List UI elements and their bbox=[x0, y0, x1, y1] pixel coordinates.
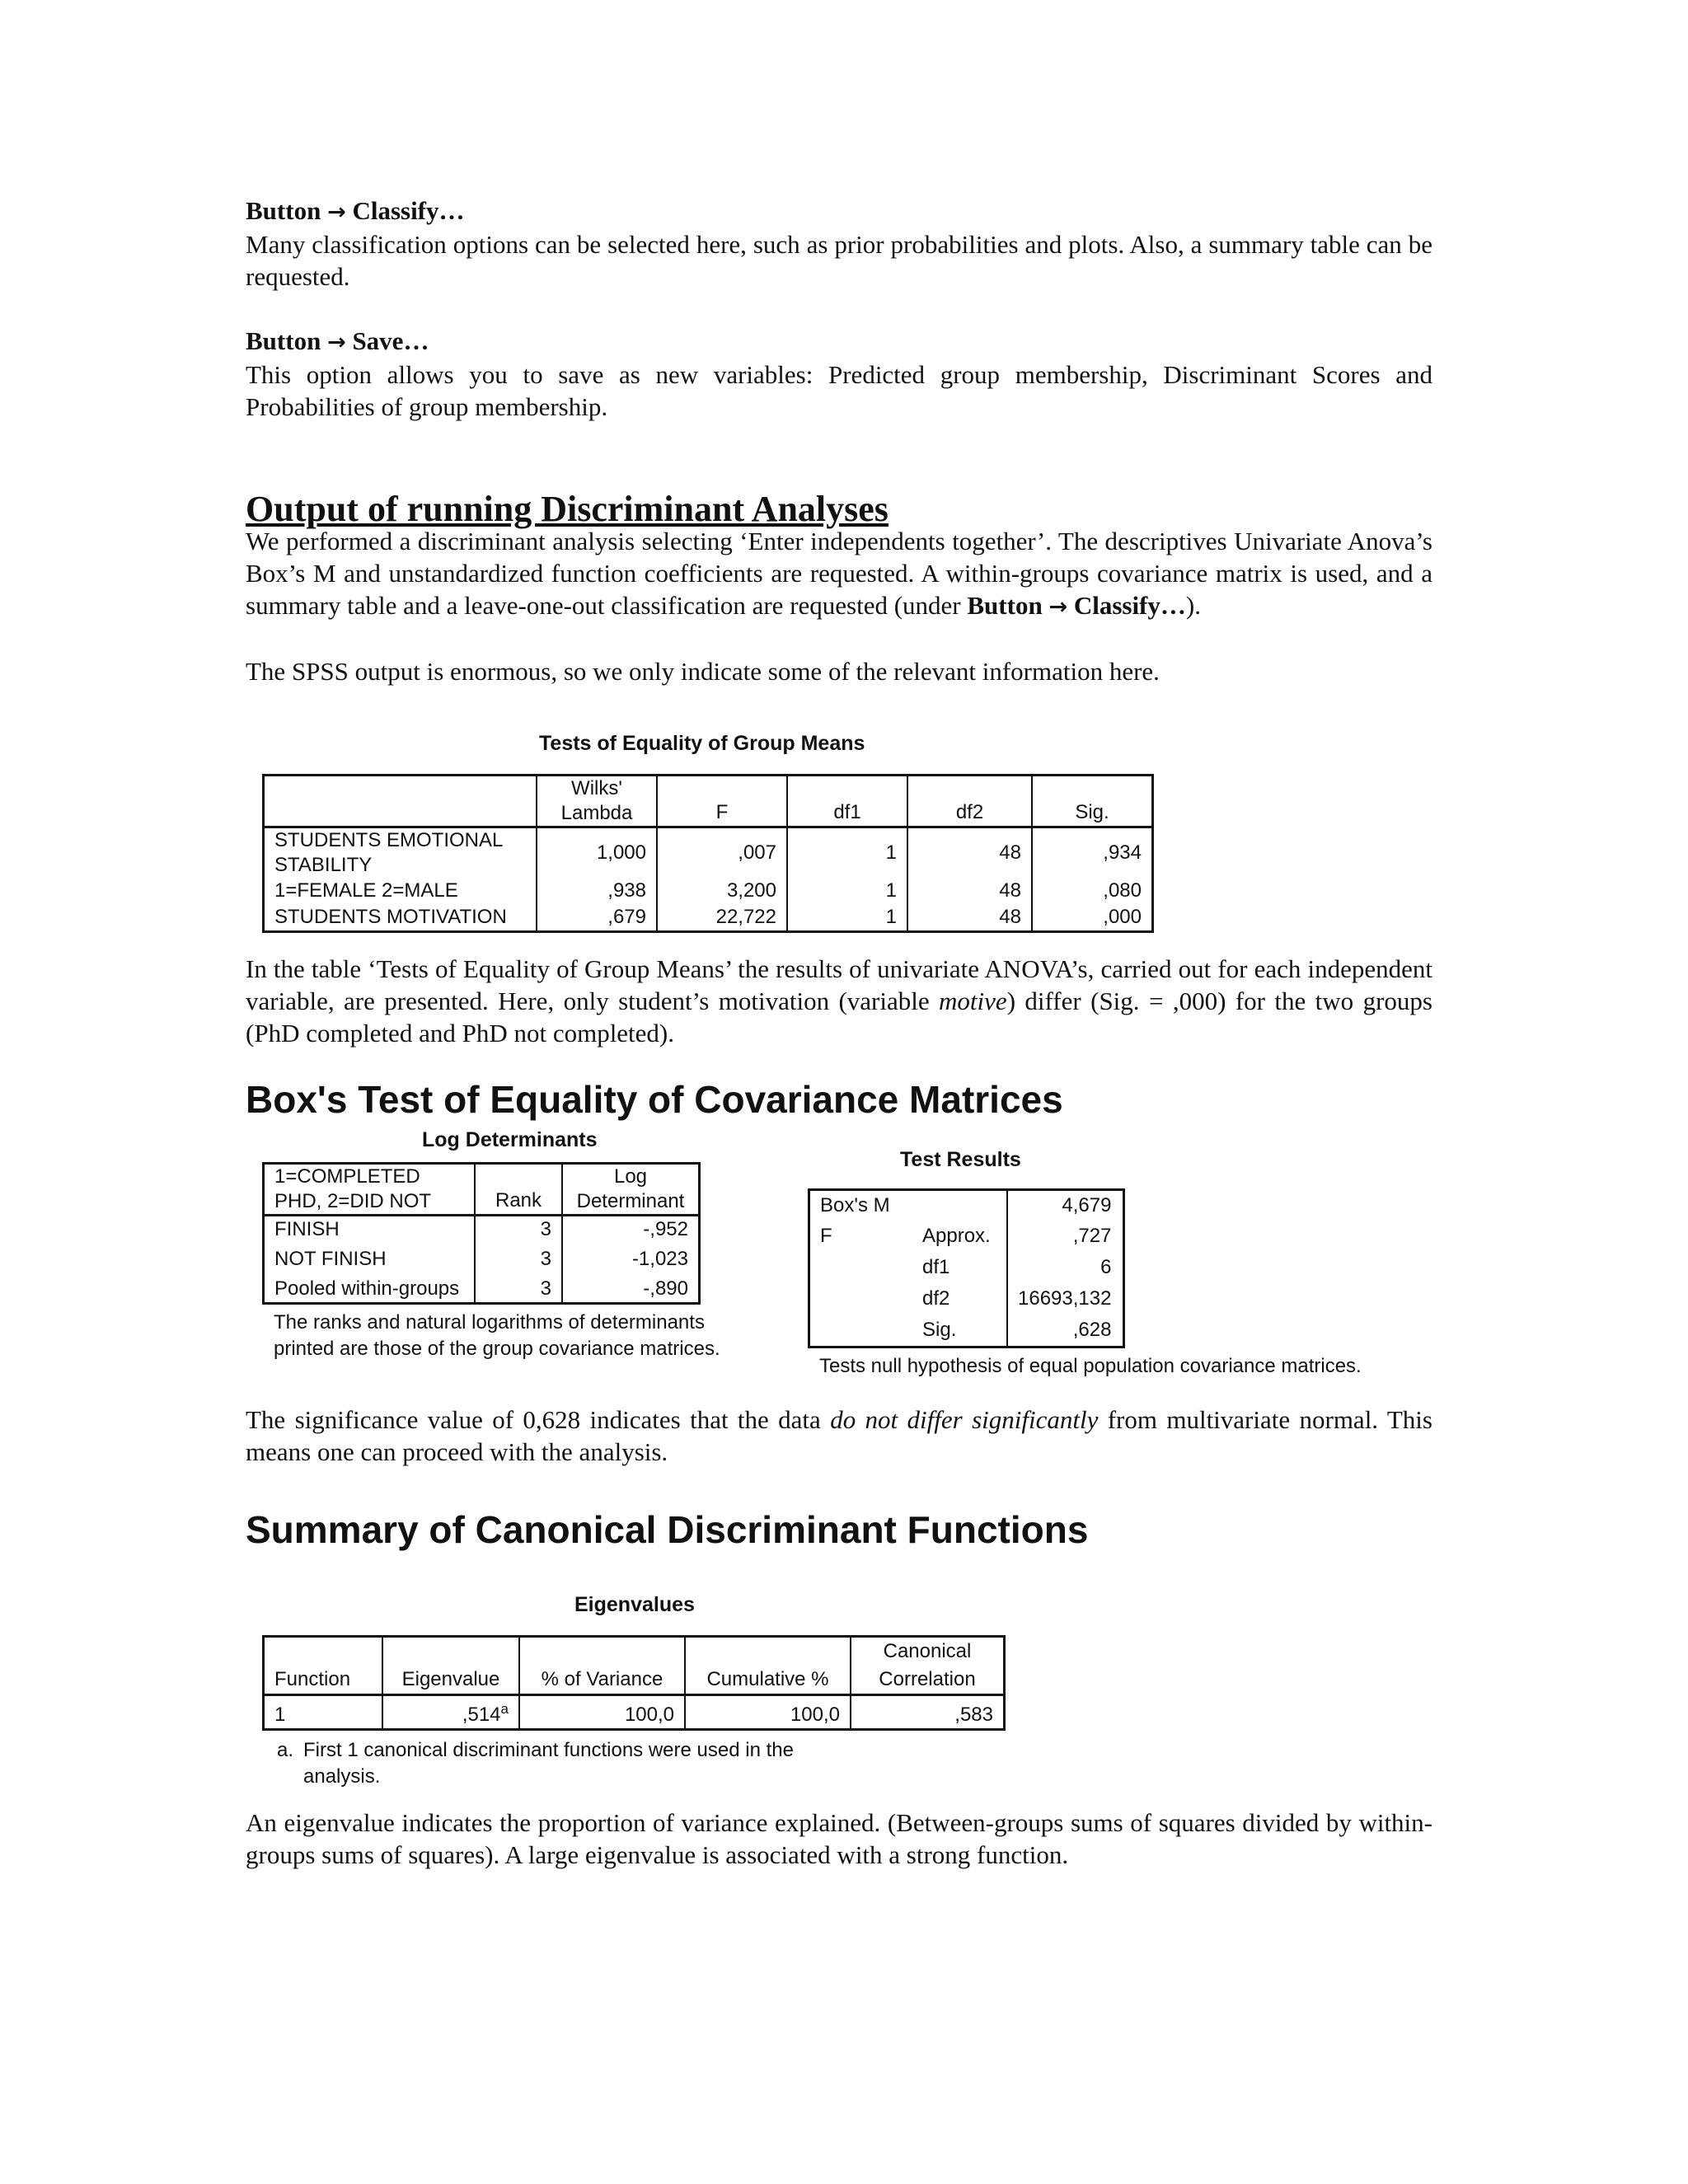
output-paragraph bbox=[246, 525, 1432, 623]
header-canonical-line1: Canonical bbox=[883, 1640, 972, 1662]
table-cell: ,628 bbox=[1007, 1315, 1124, 1347]
table-cell: 1 bbox=[787, 878, 907, 904]
box-tables bbox=[246, 1128, 1432, 1392]
table-row bbox=[264, 1243, 700, 1276]
save-title-suffix: Save… bbox=[352, 326, 429, 355]
eigen-paragraph: An eigenvalue indicates the proportion of variance explained. (Between-groups sums of squares divided by within-groups sums of squares). A large eigenvalue is associated with a strong function. bbox=[246, 1808, 1432, 1869]
row-sublabel: Sig. bbox=[922, 1319, 957, 1341]
arrow-icon: → bbox=[327, 199, 346, 225]
eigen-table-caption: Eigenvalues bbox=[574, 1593, 695, 1616]
table-cell: 48 bbox=[907, 878, 1032, 904]
table-cell: 48 bbox=[907, 904, 1032, 932]
row-label: 1=FEMALE 2=MALE bbox=[274, 879, 458, 902]
header-lambda-line2: Lambda bbox=[560, 802, 633, 824]
significance-paragraph bbox=[246, 1404, 1432, 1468]
test-results-table bbox=[808, 1188, 1125, 1348]
table-cell: ,679 bbox=[537, 904, 657, 932]
table-cell-eigenvalue bbox=[382, 1695, 519, 1730]
header-cell: Sig. bbox=[1032, 776, 1153, 827]
test-results-caption: Test Results bbox=[900, 1148, 1021, 1171]
output-paragraph-end: ). bbox=[1185, 591, 1201, 620]
header-cell: Eigenvalue bbox=[382, 1637, 519, 1695]
eigen-table bbox=[262, 1635, 1006, 1731]
table-cell: 3 bbox=[475, 1216, 562, 1244]
arrow-icon: → bbox=[1048, 594, 1068, 620]
significance-paragraph-text2: from multivariate normal. This means one can proceed with the analysis. bbox=[246, 1405, 1432, 1466]
header-cell: df2 bbox=[907, 776, 1032, 827]
table-row bbox=[809, 1283, 1124, 1315]
log-table-caption: Log Determinants bbox=[422, 1128, 598, 1151]
row-label bbox=[809, 1283, 913, 1315]
header-log-line1: Log bbox=[613, 1165, 648, 1188]
row-label-line2: STABILITY bbox=[274, 854, 373, 876]
row-sublabel bbox=[912, 1190, 1007, 1221]
header-cell-log bbox=[562, 1164, 700, 1216]
row-label-line1: STUDENTS EMOTIONAL bbox=[274, 829, 504, 851]
output-heading: Output of running Discriminant Analyses bbox=[246, 489, 889, 529]
header-canonical-line2: Correlation bbox=[879, 1668, 976, 1690]
table-row bbox=[809, 1252, 1124, 1283]
spss-paragraph: The SPSS output is enormous, so we only indicate some of the relevant information here. bbox=[246, 657, 1160, 686]
significance-paragraph-italic: do not differ significantly bbox=[830, 1405, 1099, 1434]
table-cell: 100,0 bbox=[685, 1695, 851, 1730]
header-lambda-line1: Wilks' bbox=[571, 777, 622, 799]
test-results-block bbox=[808, 1148, 1362, 1380]
header-cell: F bbox=[657, 776, 787, 827]
header-cell: Function bbox=[264, 1637, 383, 1695]
equality-paragraph bbox=[246, 953, 1432, 1049]
table-cell: 1 bbox=[274, 1704, 286, 1726]
log-determinants-block bbox=[262, 1128, 720, 1362]
table-cell: 3 bbox=[475, 1243, 562, 1276]
header-cell bbox=[264, 776, 537, 827]
table-row bbox=[809, 1190, 1124, 1221]
header-group-line1: 1=COMPLETED bbox=[274, 1165, 420, 1188]
table-cell: 1,000 bbox=[537, 827, 657, 879]
row-label bbox=[809, 1315, 913, 1347]
equality-paragraph-text2: ) differ (Sig. = ,000) for the two groups (PhD completed and PhD not completed). bbox=[246, 987, 1432, 1047]
eigen-footnote bbox=[277, 1737, 1432, 1790]
eigen-footnote-line2: analysis. bbox=[303, 1765, 381, 1788]
table-row bbox=[809, 1221, 1124, 1252]
row-sublabel: df1 bbox=[922, 1256, 950, 1278]
header-cell: df1 bbox=[787, 776, 907, 827]
document-page bbox=[246, 194, 1432, 1871]
table-row bbox=[264, 904, 1153, 932]
equality-table bbox=[262, 774, 1154, 933]
log-note-line1: The ranks and natural logarithms of determinants bbox=[274, 1311, 705, 1333]
table-cell: 3 bbox=[475, 1276, 562, 1304]
test-results-note: Tests null hypothesis of equal population covariance matrices. bbox=[819, 1355, 1362, 1377]
eigenvalue-value: ,514 bbox=[462, 1704, 501, 1726]
equality-paragraph-text1: In the table ‘Tests of Equality of Group Means’ the results of univariate ANOVA’s, carried out for each independent variable, are presented. Here, only student’s motivation (variable bbox=[246, 954, 1432, 1015]
header-cell-canonical bbox=[851, 1637, 1005, 1695]
table-cell: 100,0 bbox=[519, 1695, 685, 1730]
header-cell-lambda bbox=[537, 776, 657, 827]
classify-title bbox=[246, 194, 1432, 228]
save-title-prefix: Button bbox=[246, 326, 321, 355]
eigen-footnote-marker: a. bbox=[277, 1739, 294, 1761]
table-cell: 48 bbox=[907, 827, 1032, 879]
header-cell: Cumulative % bbox=[685, 1637, 851, 1695]
table-cell: ,000 bbox=[1032, 904, 1153, 932]
output-paragraph-bold1: Button bbox=[967, 591, 1043, 620]
header-cell-group bbox=[264, 1164, 476, 1216]
log-table-note bbox=[274, 1310, 720, 1362]
table-row bbox=[809, 1315, 1124, 1347]
table-cell: -,952 bbox=[562, 1216, 700, 1244]
row-sublabel: df2 bbox=[922, 1287, 950, 1310]
table-cell: 6 bbox=[1007, 1252, 1124, 1283]
arrow-icon: → bbox=[327, 330, 346, 355]
table-cell: ,583 bbox=[851, 1695, 1005, 1730]
row-label bbox=[809, 1252, 913, 1283]
summary-heading: Summary of Canonical Discriminant Functions bbox=[246, 1508, 1089, 1551]
box-heading: Box's Test of Equality of Covariance Matrices bbox=[246, 1078, 1063, 1121]
table-row bbox=[264, 1216, 700, 1244]
table-cell: ,938 bbox=[537, 878, 657, 904]
footnote-marker: a bbox=[500, 1701, 509, 1717]
output-paragraph-bold2: Classify… bbox=[1073, 591, 1186, 620]
save-body: This option allows you to save as new variables: Predicted group membership, Discriminant Scores and Probabilities of group membership. bbox=[246, 360, 1432, 421]
table-row bbox=[264, 827, 1153, 879]
classify-title-suffix: Classify… bbox=[352, 196, 465, 225]
table-cell: ,080 bbox=[1032, 878, 1153, 904]
row-label bbox=[264, 827, 537, 879]
table-cell: 4,679 bbox=[1007, 1190, 1124, 1221]
row-label: Pooled within-groups bbox=[274, 1277, 460, 1300]
table-cell: 16693,132 bbox=[1007, 1283, 1124, 1315]
classify-body: Many classification options can be selected here, such as prior probabilities and plots. Also, a summary table can be requested. bbox=[246, 230, 1432, 291]
table-cell: 22,722 bbox=[657, 904, 787, 932]
row-label: STUDENTS MOTIVATION bbox=[274, 906, 507, 928]
row-label: NOT FINISH bbox=[274, 1248, 387, 1270]
log-note-line2: printed are those of the group covariance matrices. bbox=[274, 1338, 720, 1360]
header-log-line2: Determinant bbox=[576, 1190, 685, 1212]
row-label: Box's M bbox=[820, 1194, 890, 1216]
output-paragraph-text: We performed a discriminant analysis selecting ‘Enter independents together’. The descriptives Univariate Anova’s Box’s M and unstandardized function coefficients are requested. A within-groups covariance matrix is used, and a summary table and a leave-one-out classification are requested (under bbox=[246, 527, 1432, 620]
row-sublabel: Approx. bbox=[922, 1225, 991, 1247]
header-cell: Rank bbox=[475, 1164, 562, 1216]
table-cell: 1 bbox=[787, 904, 907, 932]
table-header-row bbox=[264, 1164, 700, 1216]
row-label: FINISH bbox=[274, 1218, 340, 1240]
header-cell: % of Variance bbox=[519, 1637, 685, 1695]
table-cell: ,007 bbox=[657, 827, 787, 879]
log-table bbox=[262, 1162, 701, 1305]
row-label: F bbox=[820, 1225, 832, 1247]
save-title bbox=[246, 325, 1432, 359]
table-cell: -,890 bbox=[562, 1276, 700, 1304]
table-cell: 1 bbox=[787, 827, 907, 879]
table-row bbox=[264, 1695, 1005, 1730]
equality-paragraph-italic: motive bbox=[939, 987, 1007, 1015]
table-cell: ,727 bbox=[1007, 1221, 1124, 1252]
table-header-row bbox=[264, 776, 1153, 827]
eigen-footnote-line1: First 1 canonical discriminant functions were used in the bbox=[303, 1739, 794, 1761]
classify-title-prefix: Button bbox=[246, 196, 321, 225]
equality-table-caption: Tests of Equality of Group Means bbox=[539, 732, 865, 755]
table-cell: -1,023 bbox=[562, 1243, 700, 1276]
table-row bbox=[264, 1276, 700, 1304]
table-header-row bbox=[264, 1637, 1005, 1695]
header-group-line2: PHD, 2=DID NOT bbox=[274, 1190, 432, 1212]
table-cell: 3,200 bbox=[657, 878, 787, 904]
significance-paragraph-text1: The significance value of 0,628 indicates that the data bbox=[246, 1405, 831, 1434]
table-cell: ,934 bbox=[1032, 827, 1153, 879]
table-row bbox=[264, 878, 1153, 904]
